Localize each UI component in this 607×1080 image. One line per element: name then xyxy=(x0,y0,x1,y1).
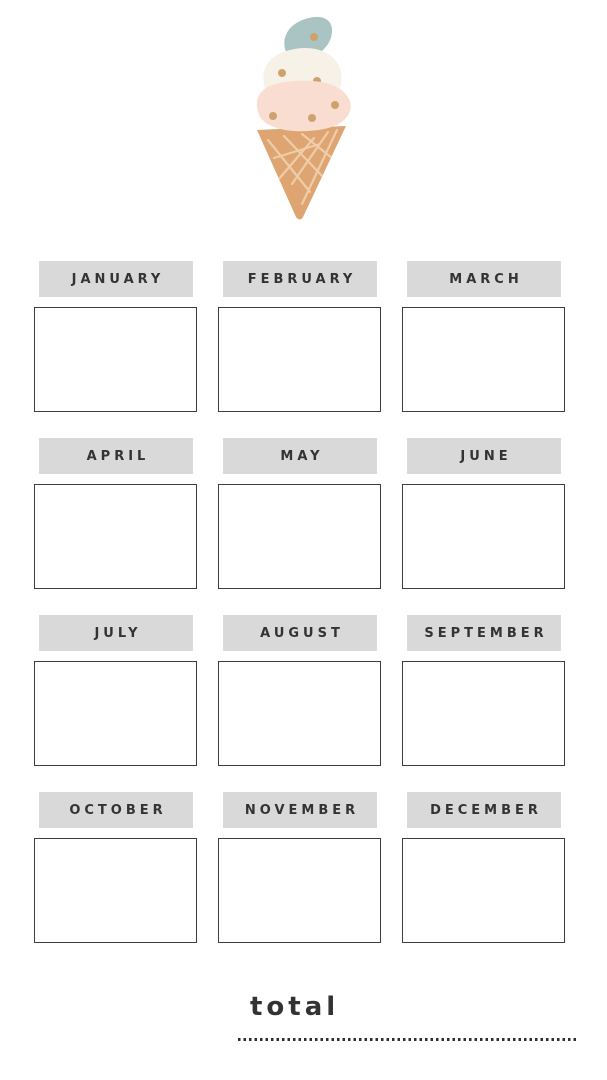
month-entry-box xyxy=(34,661,197,766)
months-grid xyxy=(0,261,565,943)
month-label: AUGUST xyxy=(260,625,344,641)
month-label: JUNE xyxy=(460,448,512,464)
month-cell xyxy=(218,261,381,412)
month-label: OCTOBER xyxy=(69,802,167,818)
month-header xyxy=(39,792,193,828)
month-header xyxy=(223,261,377,297)
month-entry-box xyxy=(218,307,381,412)
month-entry-box xyxy=(34,484,197,589)
month-entry-box xyxy=(34,838,197,943)
month-header xyxy=(39,438,193,474)
month-header xyxy=(223,438,377,474)
month-entry-box xyxy=(218,484,381,589)
month-header xyxy=(223,615,377,651)
month-header xyxy=(39,615,193,651)
month-cell xyxy=(34,792,197,943)
month-entry-box xyxy=(402,484,565,589)
month-header xyxy=(39,261,193,297)
month-cell xyxy=(218,438,381,589)
pink-scoop-icon xyxy=(257,81,351,132)
month-cell xyxy=(402,615,565,766)
month-cell xyxy=(218,615,381,766)
month-cell xyxy=(34,261,197,412)
month-entry-box xyxy=(402,307,565,412)
month-label: APRIL xyxy=(86,448,150,464)
month-label: NOVEMBER xyxy=(244,802,360,818)
month-entry-box xyxy=(402,838,565,943)
month-label: DECEMBER xyxy=(430,802,542,818)
month-header xyxy=(407,792,561,828)
month-label: JANUARY xyxy=(71,271,165,287)
total-dotted-line xyxy=(238,1038,576,1041)
month-header xyxy=(407,615,561,651)
total-label: total xyxy=(250,992,340,1022)
month-label: FEBRUARY xyxy=(247,271,357,287)
month-label: MAY xyxy=(280,448,324,464)
month-cell xyxy=(34,438,197,589)
month-cell xyxy=(402,261,565,412)
month-header xyxy=(223,792,377,828)
month-entry-box xyxy=(218,661,381,766)
month-cell xyxy=(218,792,381,943)
month-entry-box xyxy=(218,838,381,943)
month-label: MARCH xyxy=(449,271,523,287)
month-header xyxy=(407,438,561,474)
month-label: JULY xyxy=(94,625,142,641)
ice-cream-illustration xyxy=(240,8,370,223)
month-header xyxy=(407,261,561,297)
waffle-cone-icon xyxy=(257,126,346,220)
month-entry-box xyxy=(34,307,197,412)
month-cell xyxy=(402,792,565,943)
month-label: SEPTEMBER xyxy=(424,625,548,641)
month-cell xyxy=(402,438,565,589)
month-entry-box xyxy=(402,661,565,766)
month-cell xyxy=(34,615,197,766)
